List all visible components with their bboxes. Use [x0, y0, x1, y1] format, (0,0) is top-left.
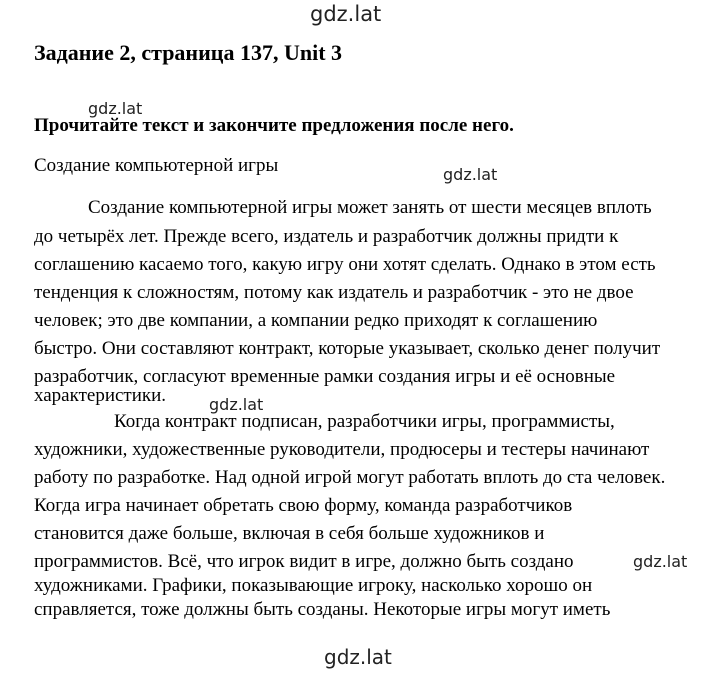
text-line: художники, художественные руководители, продюсеры и тестеры начинают — [34, 439, 650, 460]
watermark: gdz.lat — [88, 99, 143, 118]
text-line: быстро. Они составляют контракт, которые указывает, сколько денег получит — [34, 338, 661, 359]
text-line: работу по разработке. Над одной игрой могут работать вплоть до ста человек. — [34, 467, 666, 488]
text-line: становится даже больше, включая в себя больше художников и — [34, 523, 545, 544]
text-line: Создание компьютерной игры может занять от шести месяцев вплоть — [88, 197, 652, 218]
text-line: тенденция к сложностям, потому как издатель и разработчик - это не двое — [34, 282, 634, 303]
text-line: Когда контракт подписан, разработчики игры, программисты, — [114, 411, 615, 432]
text-line: разработчик, согласуют временные рамки создания игры и её основные — [34, 366, 616, 387]
text-line: человек; это две компании, а компании редко приходят к соглашению — [34, 310, 598, 331]
watermark: gdz.lat — [633, 552, 688, 571]
text-line: Когда игра начинает обретать свою форму, команда разработчиков — [34, 495, 573, 516]
text-line: соглашению касаемо того, какую игру они хотят сделать. Однако в этом есть — [34, 254, 656, 275]
text-line: программистов. Всё, что игрок видит в игре, должно быть создано — [34, 551, 574, 572]
watermark-bottom: gdz.lat — [324, 645, 392, 669]
task-instruction: Прочитайте текст и закончите предложения после него. — [34, 115, 514, 136]
text-line: художниками. Графики, показывающие игроку, насколько хорошо он — [34, 575, 593, 596]
watermark: gdz.lat — [209, 395, 264, 414]
watermark-top: gdz.lat — [310, 2, 382, 26]
text-line: характеристики. — [34, 385, 167, 406]
text-line: справляется, тоже должны быть созданы. Некоторые игры могут иметь — [34, 599, 611, 620]
text-line: до четырёх лет. Прежде всего, издатель и разработчик должны придти к — [34, 226, 619, 247]
page-title: Задание 2, страница 137, Unit 3 — [34, 40, 343, 65]
watermark: gdz.lat — [443, 165, 498, 184]
text-title: Создание компьютерной игры — [34, 155, 279, 176]
